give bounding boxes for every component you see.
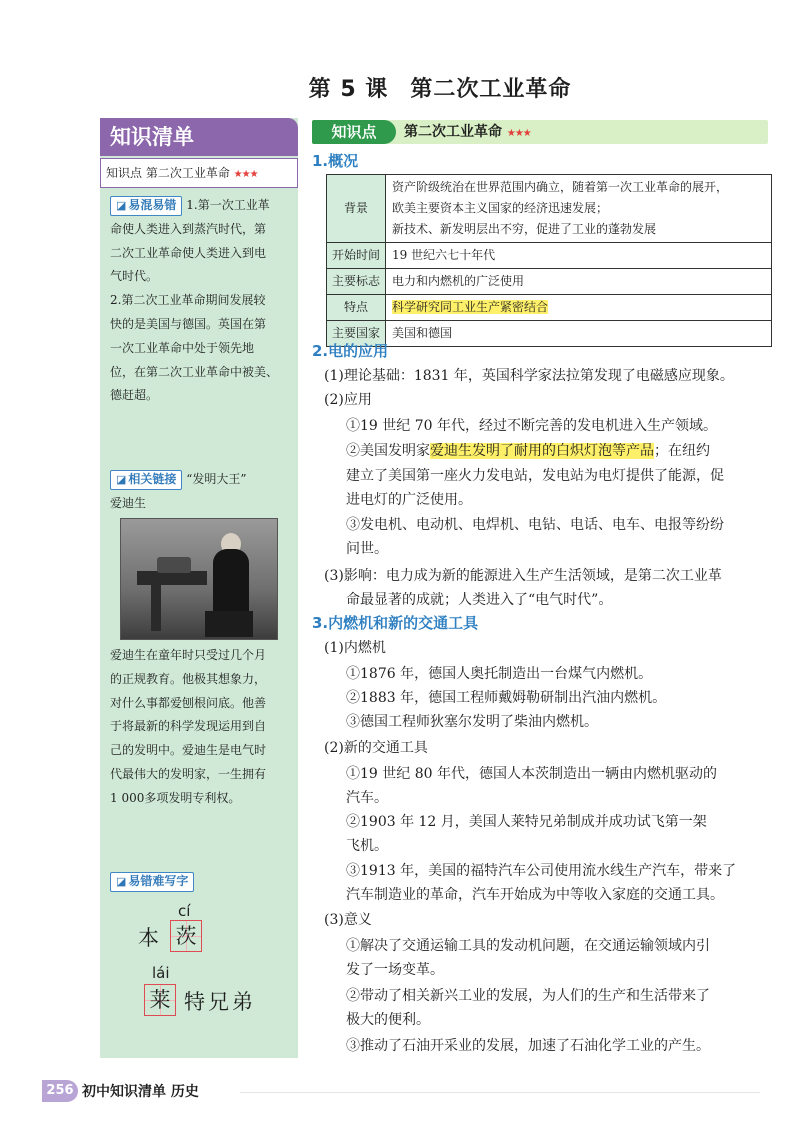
- table-row: [327, 269, 772, 295]
- char-lai-boxed: 莱: [144, 984, 176, 1016]
- edison-bio: [110, 644, 292, 811]
- confusion-tag: [110, 196, 182, 216]
- table-row: [327, 243, 772, 269]
- table-row: [327, 295, 772, 321]
- body-line: ②1903 年 12 月，美国人莱特兄弟制成并成功试飞第一架: [346, 814, 707, 830]
- body-line: 汽车制造业的革命，汽车开始成为中等收入家庭的交通工具。: [346, 887, 724, 903]
- body-line: 进电灯的广泛使用。: [346, 492, 472, 508]
- knowledge-point-label: 知识点: [312, 120, 396, 144]
- table-key: 开始时间: [327, 243, 386, 269]
- body-line: (1)理论基础：1831 年，英国科学家法拉第发现了电磁感应现象。: [324, 368, 734, 384]
- tag-icon: ◪: [116, 199, 127, 212]
- hard-characters-header: [110, 870, 292, 894]
- body-line: ①19 世纪 80 年代，德国人本茨制造出一辆由内燃机驱动的: [346, 766, 717, 782]
- body-line: 问世。: [346, 541, 388, 557]
- table-value: [386, 175, 772, 243]
- body-line: 建立了美国第一座火力发电站，发电站为电灯提供了能源，促: [346, 468, 724, 484]
- related-link-name: 爱迪生: [110, 495, 147, 510]
- body-line: (3)意义: [324, 912, 372, 928]
- confusion-tag-label: 易混易错: [128, 198, 177, 212]
- body-line: (2)应用: [324, 392, 372, 408]
- photo-phonograph: [157, 557, 191, 573]
- photo-desk-leg: [151, 585, 161, 631]
- bio-line: 对什么事都爱刨根问底。他善: [110, 695, 267, 710]
- body-line: (1)内燃机: [324, 640, 386, 656]
- bio-line: 代最伟大的发明家，一生拥有: [110, 766, 267, 781]
- table-key: 背景: [327, 175, 386, 243]
- related-link-tag-label: 相关链接: [128, 472, 177, 486]
- highlighted-text: 爱迪生发明了耐用的白炽灯泡等产品: [430, 443, 654, 459]
- pinyin-lai: lái: [152, 964, 170, 982]
- confusion-section: [110, 194, 292, 408]
- highlighted-text: 科学研究同工业生产紧密结合: [392, 300, 549, 314]
- kp-title-text: 第二次工业革命: [404, 124, 502, 140]
- table-value: 美国和德国: [386, 321, 772, 347]
- related-link-title: “发明大王”: [186, 472, 247, 486]
- body-line: 极大的便利。: [346, 1012, 430, 1028]
- pinyin-ci: cí: [178, 902, 191, 920]
- table-key: 主要国家: [327, 321, 386, 347]
- lesson-number: 第 5 课: [308, 77, 389, 102]
- page-number: 256: [42, 1080, 78, 1102]
- table-value: 19 世纪六七十年代: [386, 243, 772, 269]
- footer-divider: [240, 1092, 760, 1093]
- table-key: 主要标志: [327, 269, 386, 295]
- confusion-line: 德赶超。: [110, 388, 159, 403]
- confusion-line: 快的是美国与德国。英国在第: [110, 316, 267, 331]
- body-line: ①1876 年，德国人奥托制造出一台煤气内燃机。: [346, 666, 653, 682]
- table-value-line: 新技术、新发明层出不穷，促进了工业的蓬勃发展: [392, 222, 657, 236]
- bio-line: 的正规教育。他极其想象力，: [110, 671, 267, 686]
- body-line: 发了一场变革。: [346, 962, 444, 978]
- sidebar-kp-label: 知识点 第二次工业革命: [106, 166, 230, 180]
- body-line: (2)新的交通工具: [324, 740, 428, 756]
- sidebar-header: 知识清单: [100, 118, 298, 156]
- body-line: ②1883 年，德国工程师戴姆勒研制出汽油内燃机。: [346, 690, 667, 706]
- body-line: ①解决了交通运输工具的发动机问题，在交通运输领域内引: [346, 938, 710, 954]
- lesson-topic: 第二次工业革命: [410, 77, 572, 102]
- hard-characters-tag: [110, 872, 194, 892]
- section-heading-electricity: 2.电的应用: [312, 342, 389, 360]
- section-heading-engines: 3.内燃机和新的交通工具: [312, 614, 479, 632]
- tag-icon: ◪: [116, 473, 127, 486]
- confusion-line: 位，在第二次工业革命中被美、: [110, 364, 279, 379]
- bio-line: 己的发明中。爱迪生是电气时: [110, 743, 267, 758]
- body-line: ③推动了石油开采业的发展，加速了石油化学工业的产生。: [346, 1038, 710, 1054]
- body-line: 飞机。: [346, 838, 388, 854]
- photo-body: [213, 549, 249, 619]
- overview-table: [326, 174, 772, 347]
- star-icon-group: ★★★: [506, 128, 531, 139]
- bio-line: 爱迪生在童年时只受过几个月: [110, 648, 267, 662]
- body-text: ；在纽约: [654, 443, 710, 459]
- related-link-tag: [110, 470, 182, 490]
- sidebar-knowledge-point: [100, 158, 298, 188]
- char-ci-boxed: 茨: [170, 920, 202, 952]
- confusion-line: 二次工业革命使人类进入到电: [110, 245, 267, 260]
- confusion-line: 气时代。: [110, 269, 159, 284]
- table-value: [386, 295, 772, 321]
- table-row: [327, 175, 772, 243]
- table-row: [327, 321, 772, 347]
- body-line: 命最显著的成就；人类进入了“电气时代”。: [346, 592, 613, 608]
- body-line: ③1913 年，美国的福特汽车公司使用流水线生产汽车，带来了: [346, 863, 737, 879]
- photo-desk: [137, 571, 207, 585]
- body-line: (3)影响：电力成为新的能源进入生产生活领域，是第二次工业革: [324, 568, 722, 584]
- confusion-line: 命使人类进入到蒸汽时代，第: [110, 221, 267, 236]
- knowledge-point-title: [404, 120, 531, 146]
- photo-legs: [205, 611, 253, 637]
- char-ben: 本: [138, 926, 159, 950]
- chars-brothers: 特兄弟: [184, 990, 256, 1014]
- star-icon-group: ★★★: [233, 169, 258, 180]
- hard-characters-tag-label: 易错难写字: [128, 874, 189, 888]
- sidebar: [100, 118, 298, 1058]
- body-text: ②美国发明家: [346, 443, 430, 459]
- tag-icon: ◪: [116, 875, 127, 888]
- footer-book-title: 初中知识清单 历史: [82, 1084, 199, 1100]
- table-value-line: 欧美主要资本主义国家的经济迅速发展；: [392, 201, 609, 215]
- body-line: [346, 439, 710, 464]
- body-line: ②带动了相关新兴工业的发展，为人们的生产和生活带来了: [346, 988, 710, 1004]
- table-value-line: 资产阶级统治在世界范围内确立，随着第一次工业革命的展开，: [392, 180, 729, 194]
- table-value: 电力和内燃机的广泛使用: [386, 269, 772, 295]
- confusion-line: 一次工业革命中处于领先地: [110, 340, 255, 355]
- section-heading-overview: 1.概况: [312, 152, 359, 170]
- body-line: 汽车。: [346, 790, 388, 806]
- bio-line: 于将最新的科学发现运用到自: [110, 719, 267, 734]
- body-line: ③德国工程师狄塞尔发明了柴油内燃机。: [346, 714, 598, 730]
- page-title: [300, 72, 580, 103]
- related-link-section: [110, 468, 292, 516]
- body-line: ①19 世纪 70 年代，经过不断完善的发电机进入生产领域。: [346, 418, 717, 434]
- table-key: 特点: [327, 295, 386, 321]
- confusion-line: 2.第二次工业革命期间发展较: [110, 293, 266, 308]
- knowledge-point-bar: [312, 120, 768, 144]
- confusion-line: 1.第一次工业革: [186, 198, 270, 212]
- bio-line: 1 000多项发明专利权。: [110, 790, 241, 805]
- edison-photo: [120, 518, 278, 640]
- body-line: ③发电机、电动机、电焊机、电钻、电话、电车、电报等纷纷: [346, 517, 724, 533]
